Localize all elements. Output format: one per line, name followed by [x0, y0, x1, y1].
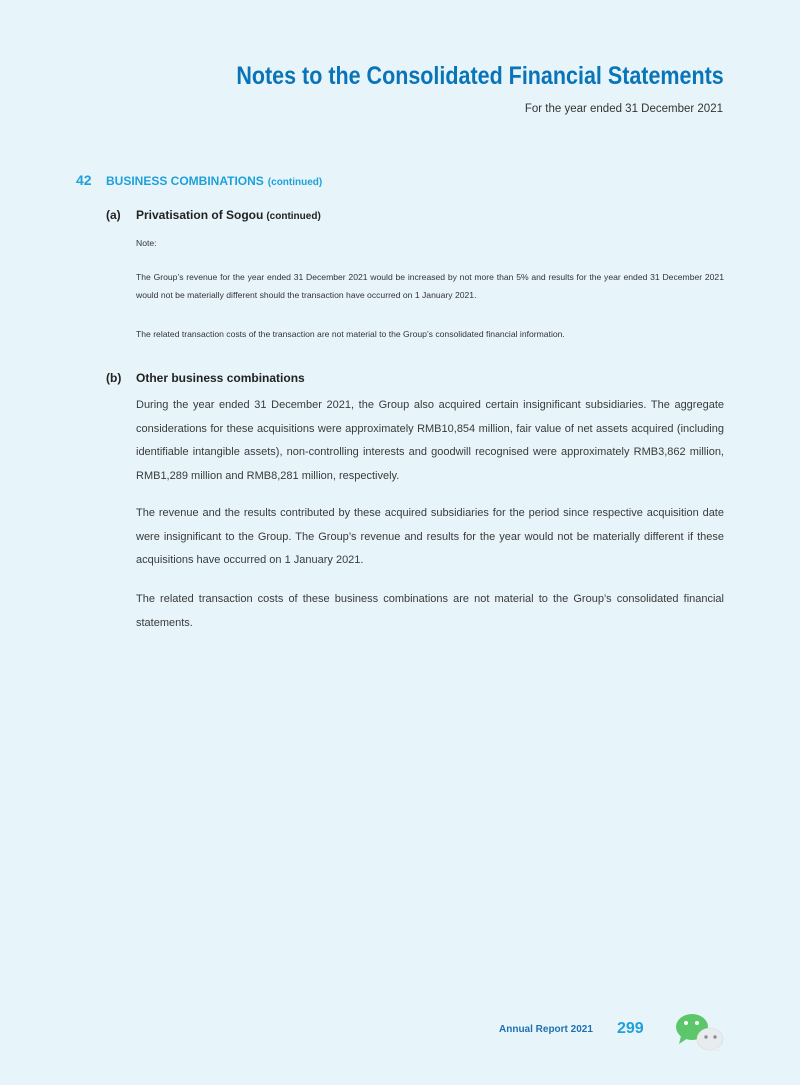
section-heading — [76, 172, 322, 190]
note-label: Note: — [136, 238, 157, 248]
section-title: BUSINESS COMBINATIONS — [106, 174, 264, 188]
footer-report-label: Annual Report 2021 — [499, 1024, 593, 1035]
section-number: 42 — [76, 172, 92, 188]
body-paragraph: The revenue and the results contributed by these acquired subsidiaries for the period since respective acquisition date were insignificant to the Group. The Group’s revenue and results for the year would not be materially different if these acquisitions have occurred on 1 January 2021. — [136, 507, 724, 566]
body-paragraph: During the year ended 31 December 2021, the Group also acquired certain insignificant subsidiaries. The aggregate considerations for these acquisitions were approximately RMB10,854 million, fair value of net assets acquired (including identifiable intangible assets), non-controlling interests and goodwill recognised were approximately RMB3,862 million, RMB1,289 million and RMB8,281 million, respectively. — [136, 399, 724, 482]
subsection-b-heading — [106, 369, 305, 387]
page-number: 299 — [617, 1020, 644, 1037]
subsection-b-title: Other business combinations — [136, 371, 305, 385]
section-continued: (continued) — [267, 177, 323, 188]
subsection-a-letter: (a) — [106, 208, 121, 222]
page-subtitle: For the year ended 31 December 2021 — [524, 103, 723, 115]
wechat-icon — [672, 1010, 728, 1054]
subsection-b-letter: (b) — [106, 371, 122, 385]
page-title: Notes to the Consolidated Financial Statements — [236, 62, 724, 90]
body-paragraph: The related transaction costs of these business combinations are not material to the Group’s consolidated financial statements. — [136, 593, 724, 629]
note-paragraph: The related transaction costs of the transaction are not material to the Group’s consolidated financial information. — [136, 329, 565, 339]
subsection-a-heading — [106, 206, 321, 224]
subsection-a-continued: (continued) — [266, 211, 321, 222]
note-paragraph: The Group’s revenue for the year ended 31 December 2021 would be increased by not more than 5% and results for the year ended 31 December 2021 would not be materially different should the transaction have occurred on 1 January 2021. — [136, 272, 724, 300]
subsection-a-title: Privatisation of Sogou — [136, 208, 264, 222]
